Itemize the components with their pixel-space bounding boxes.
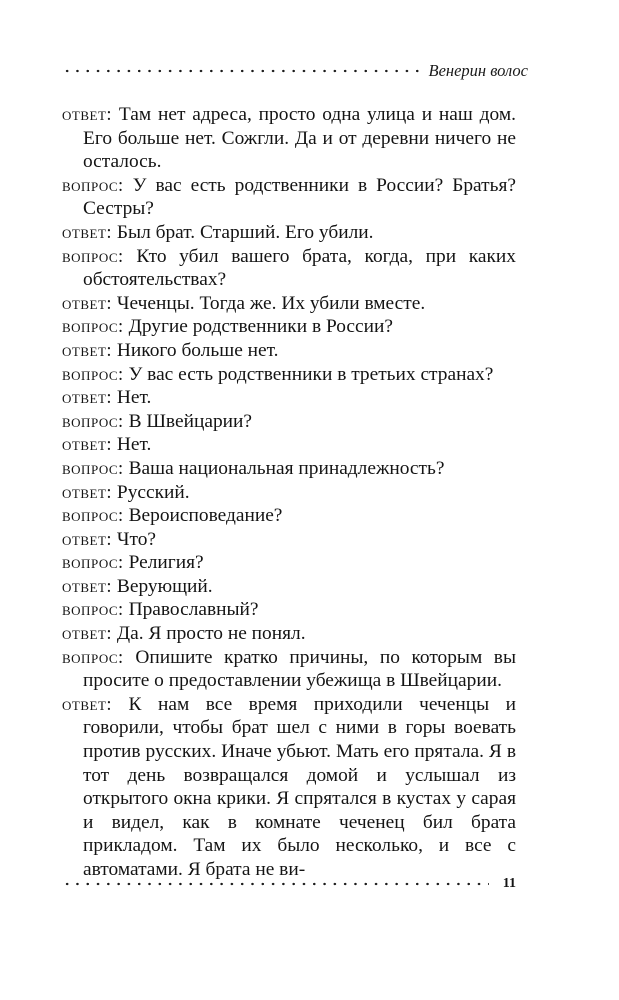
dialogue-entry: [62, 245, 516, 292]
dialogue-text: Нет.: [116, 434, 152, 456]
speaker-label: ответ:: [62, 481, 113, 503]
running-header: [62, 59, 528, 83]
dialogue-text: Религия?: [128, 552, 204, 574]
dialogue-text: У вас есть родственники в третьих странах?: [128, 363, 494, 385]
speaker-label: ответ:: [62, 339, 113, 361]
dialogue-entry: [62, 386, 516, 410]
dialogue-text: Русский.: [116, 481, 190, 503]
speaker-label: ответ:: [62, 104, 113, 125]
dialogue-text: Опишите кратко причины, по которым вы просите о предоставлении убежища в Швейцарии.: [83, 646, 516, 692]
speaker-label: ответ:: [62, 387, 113, 409]
speaker-label: вопрос:: [62, 646, 124, 668]
dialogue-entry: [62, 481, 516, 505]
speaker-label: ответ:: [62, 623, 113, 645]
interview-transcript: [62, 103, 516, 882]
dialogue-entry: [62, 528, 516, 552]
dialogue-entry: [62, 315, 516, 339]
dialogue-entry: [62, 174, 516, 221]
dialogue-text: Никого больше нет.: [116, 339, 279, 361]
speaker-label: ответ:: [62, 693, 113, 715]
dialogue-text: К нам все время приходили чеченцы и говорили, чтобы брат шел с ними в горы воевать против русских. Иначе убьют. Мать его прятала. Я в тот день возвращался домой и услышал из открытого окна крики. Я спрятался в кустах у сарая и видел, как в комнате чеченец бил брата прикладом. Там их было несколько, и все с автоматами. Я брата не ви-: [83, 693, 516, 880]
dialogue-text: Верующий.: [116, 575, 213, 597]
dialogue-text: Православный?: [128, 599, 259, 621]
dialogue-entry: [62, 646, 516, 693]
speaker-label: вопрос:: [62, 363, 124, 385]
page-footer: [62, 874, 516, 894]
dialogue-text: Был брат. Старший. Его убили.: [116, 221, 374, 243]
speaker-label: ответ:: [62, 292, 113, 314]
dialogue-text: В Швейцарии?: [128, 410, 253, 432]
dialogue-entry: [62, 410, 516, 434]
dialogue-text: У вас есть родственники в России? Братья? Сестры?: [83, 174, 516, 220]
dialogue-text: Чеченцы. Тогда же. Их убили вместе.: [116, 292, 426, 314]
dialogue-entry: [62, 575, 516, 599]
speaker-label: ответ:: [62, 221, 113, 243]
speaker-label: ответ:: [62, 528, 113, 550]
dialogue-entry: [62, 457, 516, 481]
dialogue-entry: [62, 598, 516, 622]
dialogue-entry: [62, 551, 516, 575]
dialogue-entry: [62, 693, 516, 882]
running-title: Венерин волос: [428, 61, 528, 80]
speaker-label: вопрос:: [62, 552, 124, 574]
dialogue-text: Да. Я просто не понял.: [116, 623, 306, 645]
dialogue-text: Ваша национальная принадлежность?: [128, 457, 445, 479]
dialogue-entry: [62, 433, 516, 457]
speaker-label: вопрос:: [62, 505, 124, 527]
dialogue-entry: [62, 221, 516, 245]
dialogue-text: Кто убил вашего брата, когда, при каких обстоятельствах?: [83, 245, 516, 291]
dialogue-text: Вероисповедание?: [128, 505, 283, 527]
dialogue-entry: [62, 103, 516, 174]
dialogue-text: Нет.: [116, 387, 152, 409]
speaker-label: вопрос:: [62, 599, 124, 621]
speaker-label: вопрос:: [62, 245, 124, 267]
footer-dotted-rule: [62, 882, 489, 886]
speaker-label: вопрос:: [62, 316, 124, 338]
dialogue-text: Другие родственники в России?: [128, 316, 393, 338]
dialogue-entry: [62, 504, 516, 528]
dialogue-entry: [62, 622, 516, 646]
speaker-label: ответ:: [62, 575, 113, 597]
dialogue-entry: [62, 339, 516, 363]
dialogue-entry: [62, 292, 516, 316]
header-dotted-rule: [62, 69, 419, 73]
speaker-label: вопрос:: [62, 174, 124, 196]
dialogue-text: Там нет адреса, просто одна улица и наш дом. Его больше нет. Сожгли. Да и от деревни ничего не осталось.: [83, 104, 516, 173]
dialogue-text: Что?: [116, 528, 157, 550]
speaker-label: вопрос:: [62, 457, 124, 479]
page-number: 11: [502, 876, 516, 891]
speaker-label: ответ:: [62, 434, 113, 456]
speaker-label: вопрос:: [62, 410, 124, 432]
dialogue-entry: [62, 363, 516, 387]
